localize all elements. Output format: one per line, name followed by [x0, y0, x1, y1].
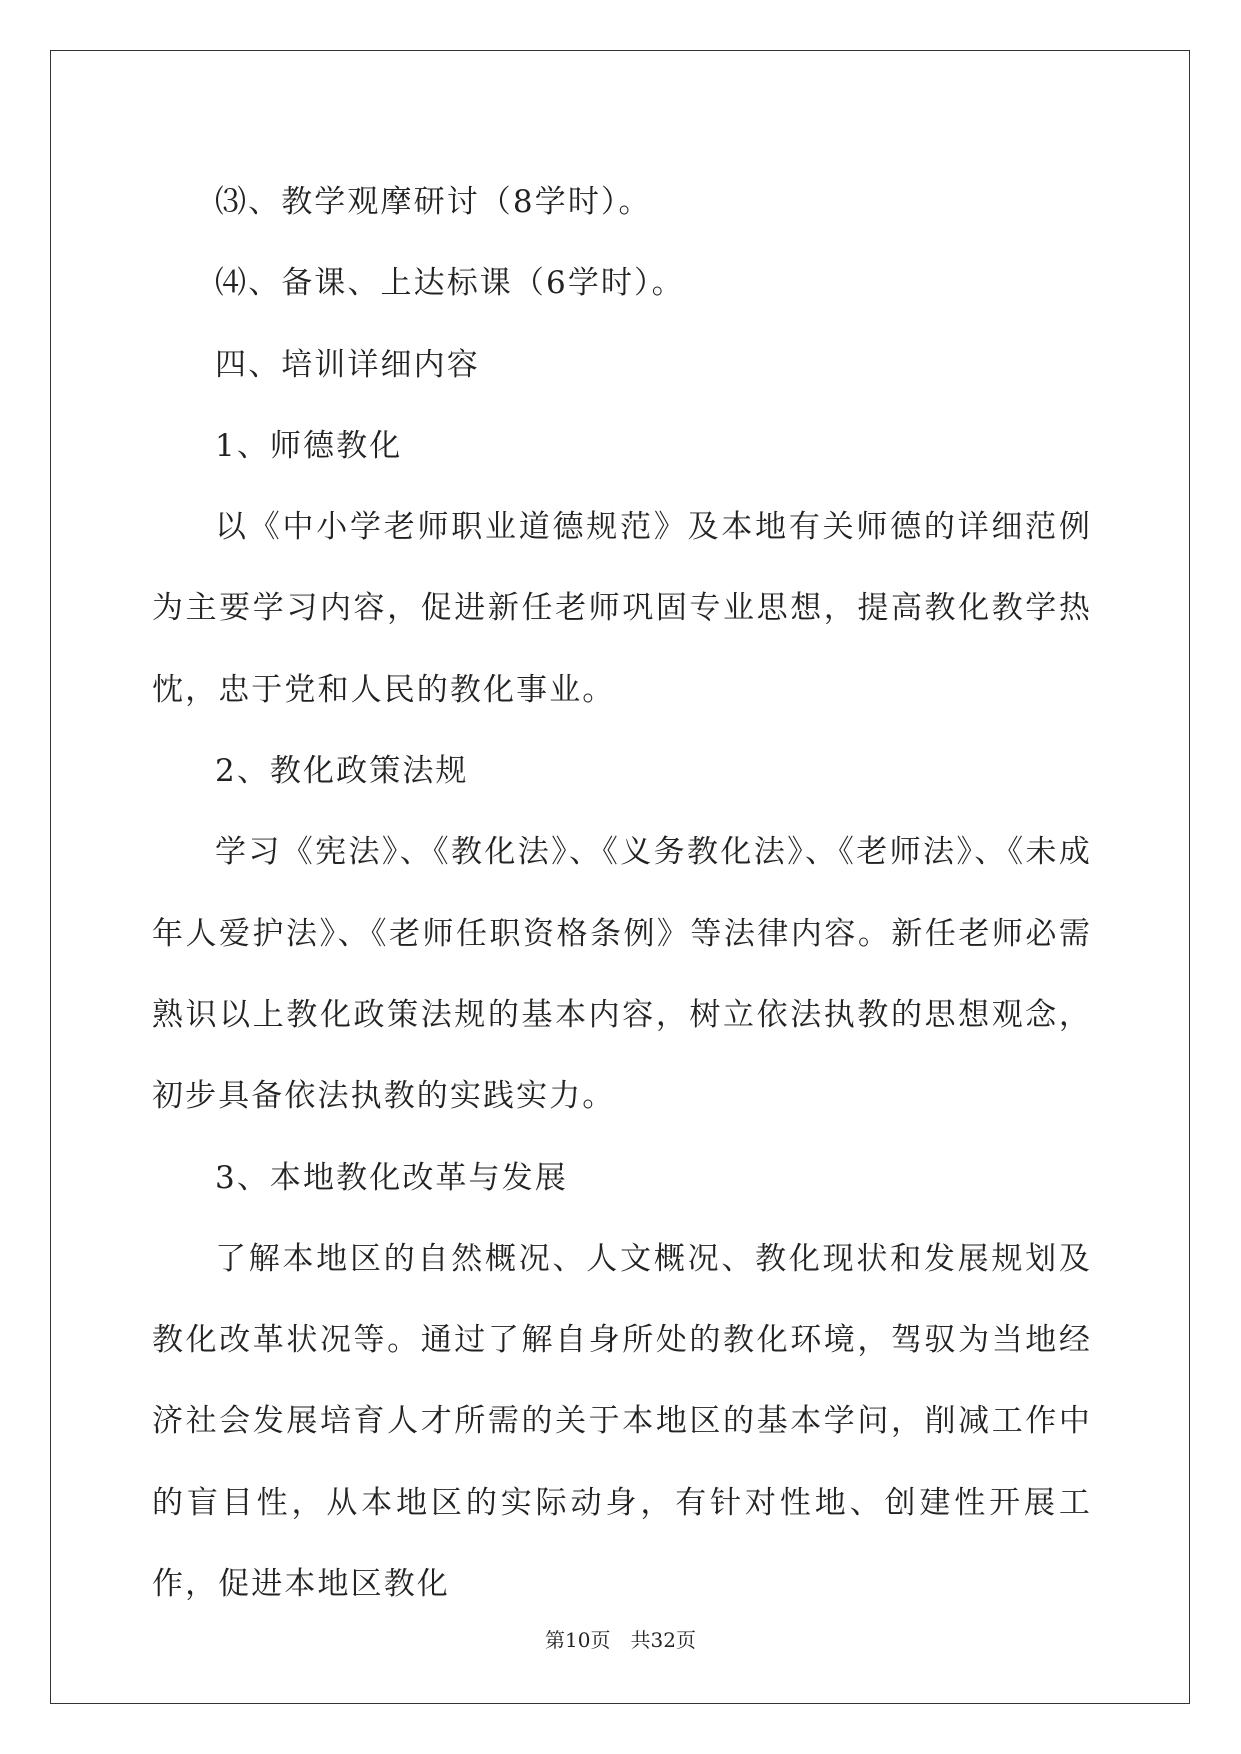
paragraph-policy: 学习《宪法》、《教化法》、《义务教化法》、《老师法》、《未成年人爱护法》、《老师任职资格条例》等法律内容。新任老师必需熟识以上教化政策法规的基本内容，树立依法执教的思想观念，初步具备依法执教的实践实力。 — [152, 834, 1092, 1115]
paragraph-reform: 了解本地区的自然概况、人文概况、教化现状和发展规划及教化改革状况等。通过了解自身所处的教化环境，驾驭为当地经济社会发展培育人才所需的关于本地区的基本学问，削减工作中的盲目性，从本地区的实际动身，有针对性地、创建性开展工作，促进本地区教化 — [152, 1240, 1092, 1603]
section-heading-training-content: 四、培训详细内容 — [215, 346, 480, 383]
subheading-reform: 3、本地教化改革与发展 — [215, 1159, 568, 1196]
document-body — [152, 162, 1092, 1625]
subheading-policy: 2、教化政策法规 — [215, 753, 469, 790]
page-number: 第10页 共32页 — [545, 1628, 696, 1652]
subheading-ethics: 1、师德教化 — [215, 427, 403, 464]
list-item-lesson-prep: ⑷、备课、上达标课（6学时）。 — [215, 265, 685, 302]
list-item-observation: ⑶、教学观摩研讨（8学时）。 — [215, 184, 652, 220]
paragraph-ethics: 以《中小学老师职业道德规范》及本地有关师德的详细范例为主要学习内容，促进新任老师巩固专业思想，提高教化教学热忱，忠于党和人民的教化事业。 — [152, 509, 1092, 708]
